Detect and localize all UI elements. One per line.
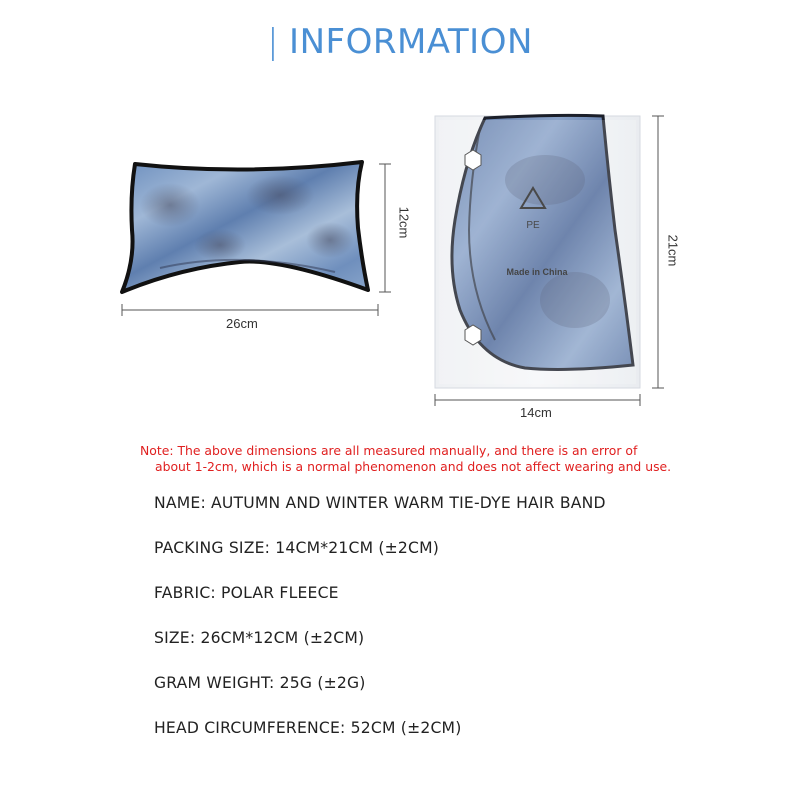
package-width-label: 14cm	[520, 405, 552, 420]
headband-height-label: 12cm	[396, 206, 412, 239]
headband-image	[100, 150, 420, 340]
note-line-1: Note: The above dimensions are all measured manually, and there is an error of	[140, 443, 638, 458]
spec-size: SIZE: 26CM*12CM (±2CM)	[154, 629, 365, 647]
headband-width-label: 26cm	[226, 316, 258, 331]
spec-fabric: FABRIC: POLAR FLEECE	[154, 584, 339, 602]
package-height-label: 21cm	[665, 234, 681, 267]
title-bar: |	[267, 22, 280, 62]
made-in-china-label: Made in China	[506, 267, 568, 277]
note-line-2: about 1-2cm, which is a normal phenomenon and does not affect wearing and use.	[155, 459, 672, 474]
package-image	[425, 110, 675, 410]
title-text: INFORMATION	[289, 22, 533, 62]
page-title	[0, 22, 800, 62]
pe-mark: PE	[526, 220, 540, 231]
spec-packing-size: PACKING SIZE: 14CM*21CM (±2CM)	[154, 539, 440, 557]
spec-head-circumference: HEAD CIRCUMFERENCE: 52CM (±2CM)	[154, 719, 462, 737]
spec-name: NAME: AUTUMN AND WINTER WARM TIE-DYE HAIR BAND	[154, 494, 606, 512]
spec-gram-weight: GRAM WEIGHT: 25G (±2G)	[154, 674, 366, 692]
measurement-note	[140, 443, 700, 475]
